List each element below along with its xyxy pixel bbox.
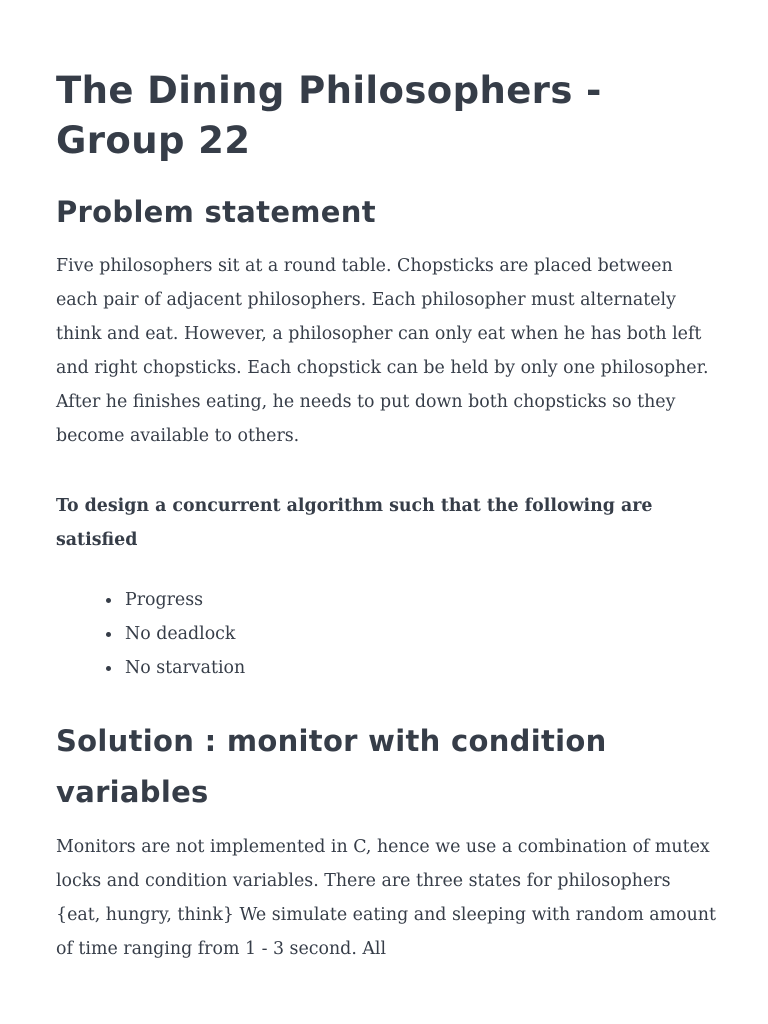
list-item: Progress bbox=[125, 583, 245, 617]
problem-heading: Problem statement bbox=[56, 195, 376, 229]
goal-statement: To design a concurrent algorithm such that the following are satisfied bbox=[56, 496, 653, 550]
list-item: No deadlock bbox=[125, 617, 245, 651]
solution-paragraph: Monitors are not implemented in C, hence we use a combination of mutex locks and condition variables. There are three states for philosophers {eat, hungry, think} We simulate eating and sleeping with random amount of time ranging from 1 - 3 second. All bbox=[56, 837, 716, 959]
page-title: The Dining Philosophers - Group 22 bbox=[56, 69, 602, 162]
solution-heading: Solution : monitor with condition variables bbox=[56, 724, 607, 809]
requirements-list bbox=[56, 583, 245, 685]
problem-paragraph: Five philosophers sit at a round table. Chopsticks are placed between each pair of adjacent philosophers. Each philosopher must alternately think and eat. However, a philosopher can only eat when he has both left and right chopsticks. Each chopstick can be held by only one philosopher. After he finishes eating, he needs to put down both chopsticks so they become available to others. bbox=[56, 256, 709, 446]
list-item: No starvation bbox=[125, 651, 245, 685]
